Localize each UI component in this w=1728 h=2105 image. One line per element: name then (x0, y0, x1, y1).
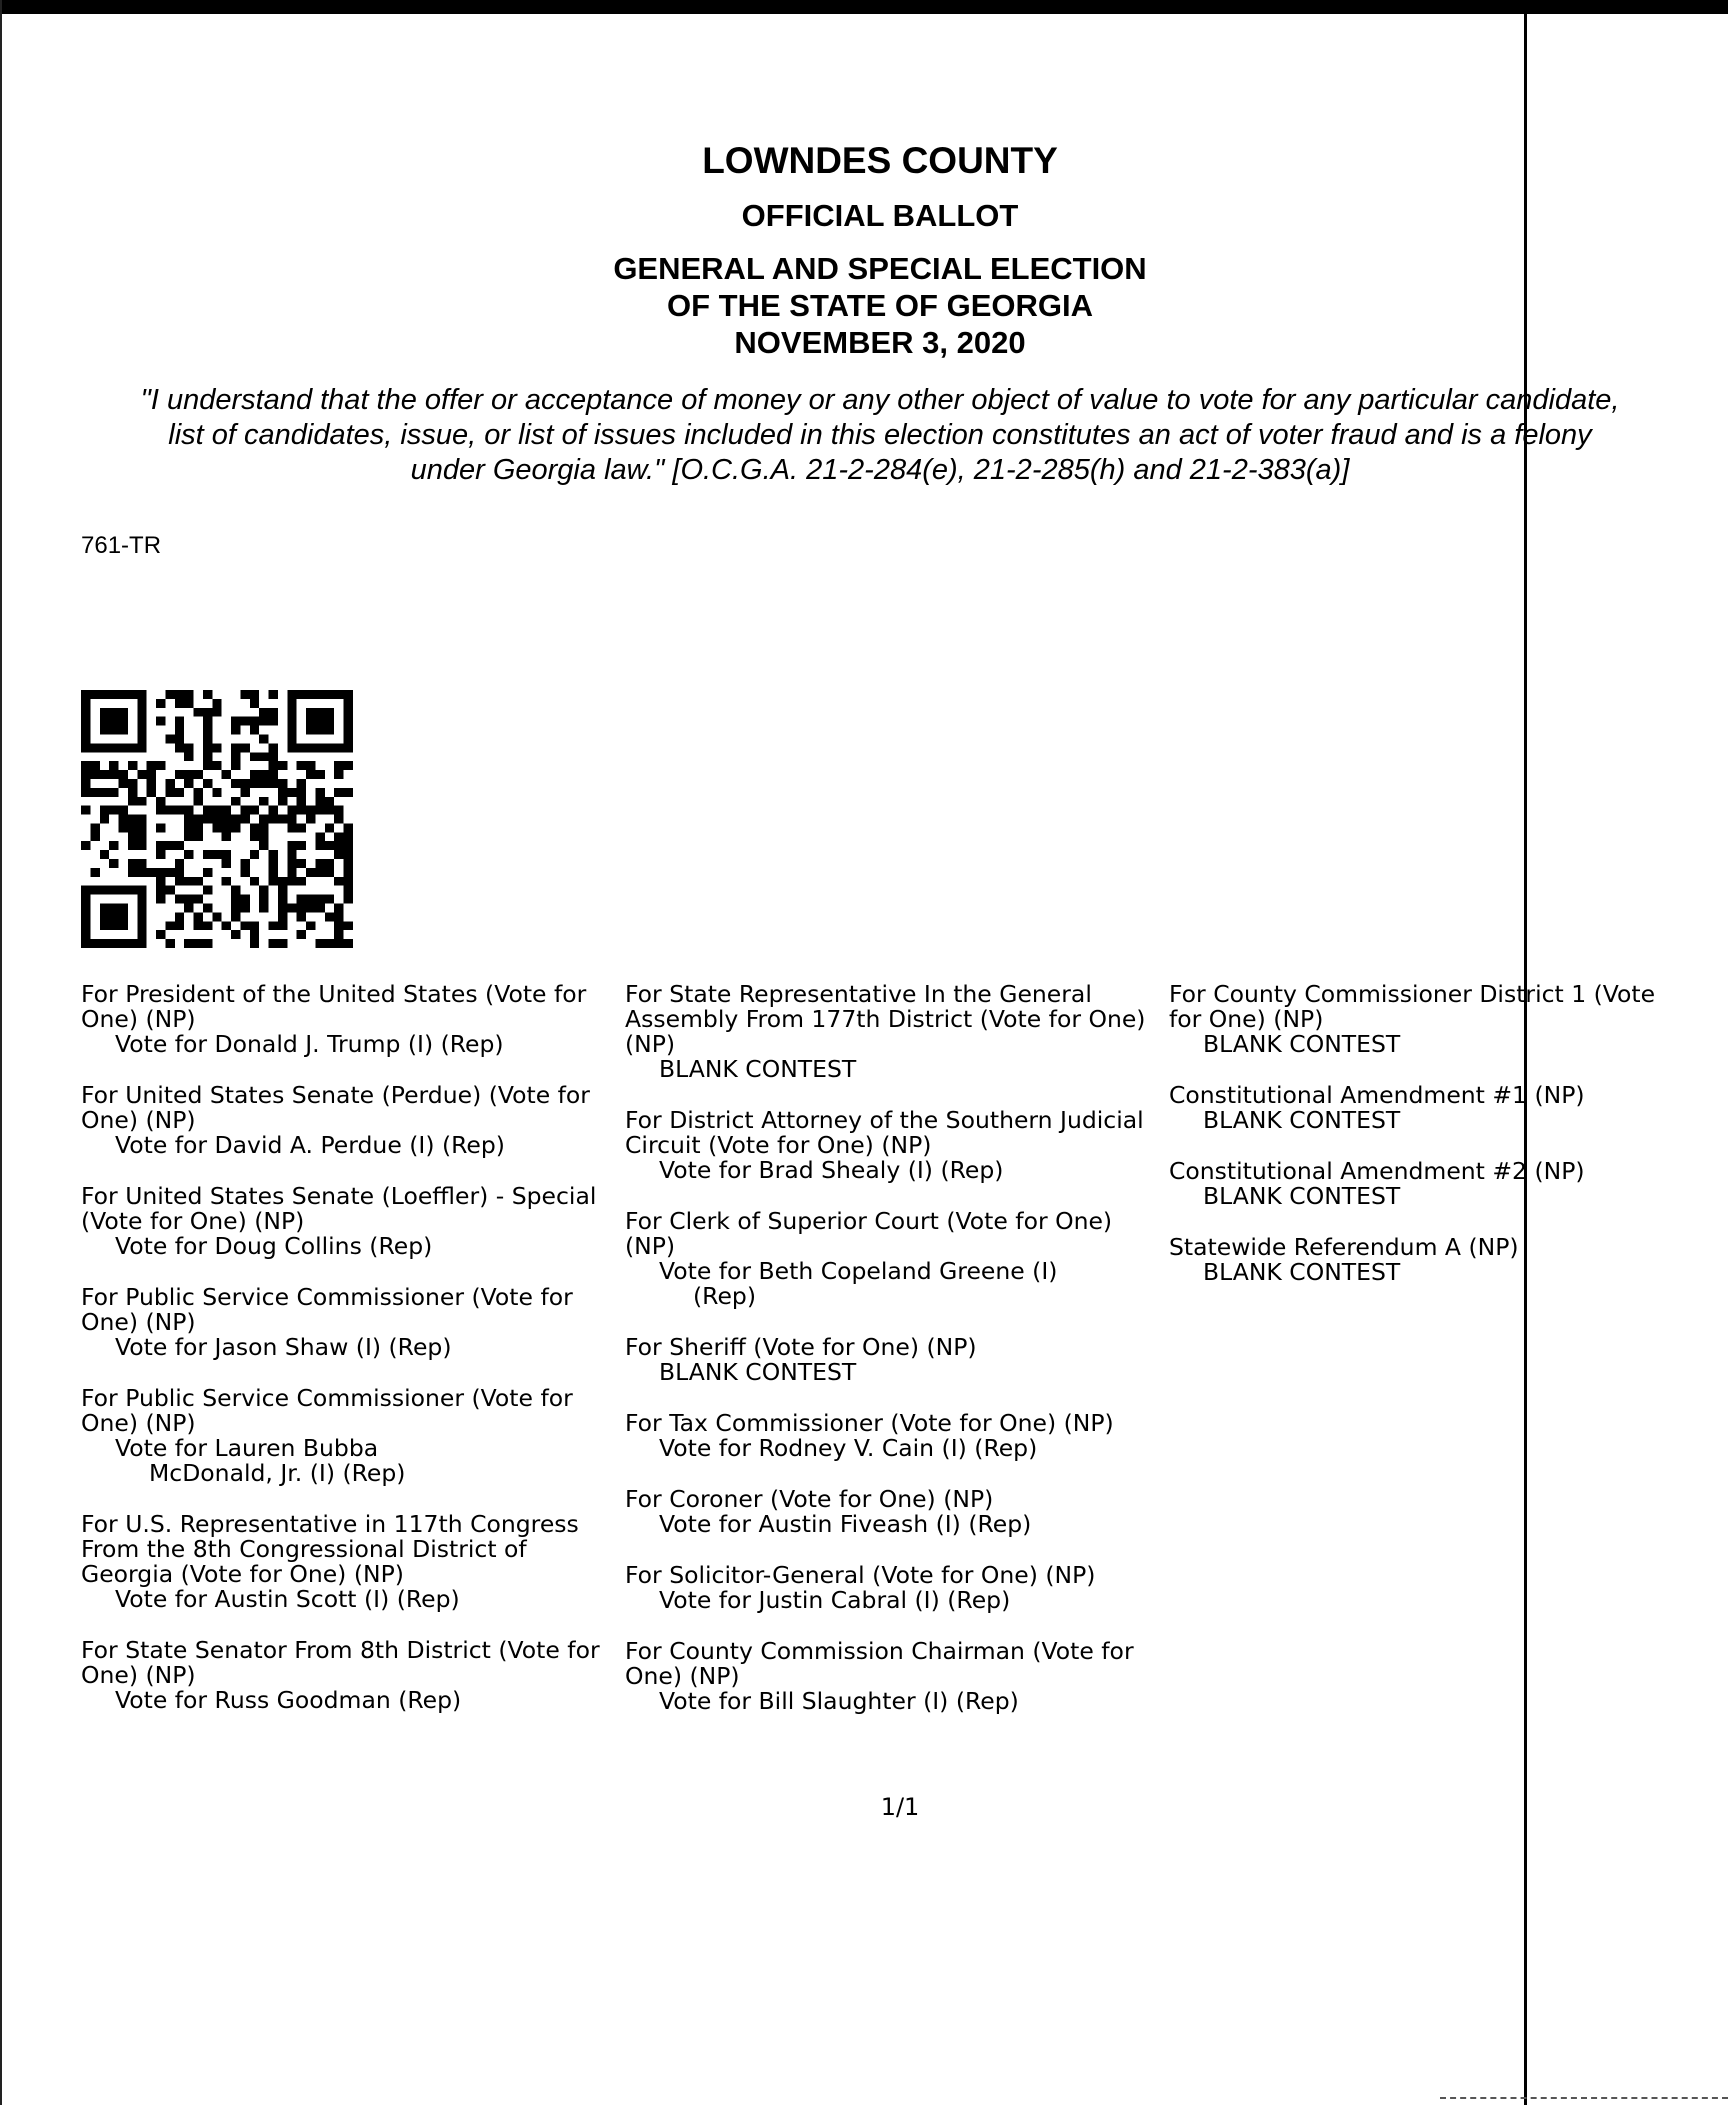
qr-modules (81, 690, 353, 948)
ballot-title: OFFICIAL BALLOT (741, 198, 1019, 233)
contest-title: For Public Service Commissioner (Vote for One) (NP) (81, 1283, 573, 1336)
contest-selection (625, 1512, 1165, 1537)
contest-selection (625, 1360, 1165, 1385)
contest-selection (625, 1588, 1165, 1613)
contest (81, 1512, 621, 1612)
contest-title: For State Senator From 8th District (Vote for One) (NP) (81, 1636, 600, 1689)
contest-selection (625, 1057, 1165, 1082)
scan-top-border (0, 0, 1728, 14)
scan-bottom-rule (1440, 2097, 1728, 2101)
contest-title: For Coroner (Vote for One) (NP) (625, 1485, 994, 1513)
selection-text: Vote for Jason Shaw (I) (Rep) (115, 1333, 452, 1361)
contest (1169, 1083, 1689, 1133)
contest-title: For State Representative In the General Assembly From 177th District (Vote for One) (NP) (625, 980, 1146, 1058)
selection-continuation: McDonald, Jr. (I) (Rep) (149, 1459, 406, 1487)
contest (1169, 1159, 1689, 1209)
selection-text: Vote for Beth Copeland Greene (I) (659, 1257, 1058, 1285)
selection-text: Vote for Justin Cabral (I) (Rep) (659, 1586, 1011, 1614)
contest-title: For U.S. Representative in 117th Congress From the 8th Congressional District of Georgia (Vote for One) (NP) (81, 1510, 579, 1588)
contest (625, 982, 1165, 1082)
selection-text: Vote for David A. Perdue (I) (Rep) (115, 1131, 505, 1159)
contest-title: Constitutional Amendment #2 (NP) (1169, 1157, 1585, 1185)
contest-selection (81, 1234, 621, 1259)
contest-title: For Tax Commissioner (Vote for One) (NP) (625, 1409, 1114, 1437)
contest-title: For District Attorney of the Southern Judicial Circuit (Vote for One) (NP) (625, 1106, 1144, 1159)
contest-selection (1169, 1184, 1689, 1209)
county-title: LOWNDES COUNTY (702, 140, 1058, 181)
selection-text: Vote for Austin Scott (I) (Rep) (115, 1585, 460, 1613)
contest-column-1 (81, 982, 621, 1739)
contest (625, 1335, 1165, 1385)
contest-title: For United States Senate (Perdue) (Vote for One) (NP) (81, 1081, 590, 1134)
selection-text: Vote for Bill Slaughter (I) (Rep) (659, 1687, 1019, 1715)
contest-column-2 (625, 982, 1165, 1740)
contest-title: Statewide Referendum A (NP) (1169, 1233, 1519, 1261)
contest-title: For County Commission Chairman (Vote for One) (NP) (625, 1637, 1134, 1690)
contest-title: For County Commissioner District 1 (Vote for One) (NP) (1169, 980, 1656, 1033)
contest (625, 1563, 1165, 1613)
contest-selection (625, 1158, 1165, 1183)
contest (81, 1285, 621, 1360)
selection-text: Vote for Rodney V. Cain (I) (Rep) (659, 1434, 1038, 1462)
voter-oath (80, 383, 1680, 488)
contest-title: Constitutional Amendment #1 (NP) (1169, 1081, 1585, 1109)
contest (81, 1386, 621, 1486)
selection-text: Vote for Lauren Bubba (115, 1434, 379, 1462)
contest (81, 982, 621, 1057)
contest (1169, 1235, 1689, 1285)
selection-text: Vote for Doug Collins (Rep) (115, 1232, 433, 1260)
contest-selection (81, 1335, 621, 1360)
contest-selection (1169, 1032, 1689, 1057)
oath-line-1: "I understand that the offer or acceptance of money or any other object of value to vote for any particular candidate, (140, 384, 1620, 416)
contest (81, 1083, 621, 1158)
election-title (0, 250, 1728, 361)
selection-text: BLANK CONTEST (1203, 1258, 1401, 1286)
election-date: NOVEMBER 3, 2020 (734, 325, 1026, 360)
contest-selection (1169, 1260, 1689, 1285)
selection-text: BLANK CONTEST (1203, 1106, 1401, 1134)
election-line-2: OF THE STATE OF GEORGIA (667, 288, 1093, 323)
contest-selection (81, 1436, 621, 1486)
qr-code (81, 690, 353, 948)
contest-selection (625, 1436, 1165, 1461)
selection-text: Vote for Austin Fiveash (I) (Rep) (659, 1510, 1032, 1538)
page-number: 1/1 (880, 1793, 920, 1821)
selection-text: Vote for Donald J. Trump (I) (Rep) (115, 1030, 504, 1058)
oath-line-2: list of candidates, issue, or list of issues included in this election constitutes an act of voter fraud and is a felony (168, 419, 1592, 451)
contest-selection (81, 1032, 621, 1057)
oath-line-3: under Georgia law." [O.C.G.A. 21-2-284(e), 21-2-285(h) and 21-2-383(a)] (410, 454, 1350, 486)
contest-title: For Clerk of Superior Court (Vote for One) (NP) (625, 1207, 1113, 1260)
selection-text: BLANK CONTEST (659, 1358, 857, 1386)
selection-text: BLANK CONTEST (659, 1055, 857, 1083)
contest (625, 1108, 1165, 1183)
contest-selection (625, 1259, 1165, 1309)
contest (625, 1487, 1165, 1537)
contest-title: For Sheriff (Vote for One) (NP) (625, 1333, 977, 1361)
contest (81, 1184, 621, 1259)
selection-continuation: (Rep) (693, 1282, 756, 1310)
contest (81, 1638, 621, 1713)
contest-title: For President of the United States (Vote for One) (NP) (81, 980, 587, 1033)
selection-text: BLANK CONTEST (1203, 1182, 1401, 1210)
contest-title: For United States Senate (Loeffler) - Special (Vote for One) (NP) (81, 1182, 597, 1235)
contest-title: For Public Service Commissioner (Vote for One) (NP) (81, 1384, 573, 1437)
election-line-1: GENERAL AND SPECIAL ELECTION (613, 251, 1147, 286)
ballot-style-id: 761-TR (81, 532, 162, 559)
contest-selection (81, 1587, 621, 1612)
selection-text: Vote for Brad Shealy (I) (Rep) (659, 1156, 1004, 1184)
contest-selection (81, 1688, 621, 1713)
contest (625, 1411, 1165, 1461)
contest (1169, 982, 1689, 1057)
contest (625, 1209, 1165, 1309)
contest-selection (625, 1689, 1165, 1714)
contest-selection (1169, 1108, 1689, 1133)
selection-text: Vote for Russ Goodman (Rep) (115, 1686, 462, 1714)
selection-text: BLANK CONTEST (1203, 1030, 1401, 1058)
contest-column-3 (1169, 982, 1689, 1311)
contest-selection (81, 1133, 621, 1158)
contest-title: For Solicitor-General (Vote for One) (NP) (625, 1561, 1096, 1589)
contest (625, 1639, 1165, 1714)
